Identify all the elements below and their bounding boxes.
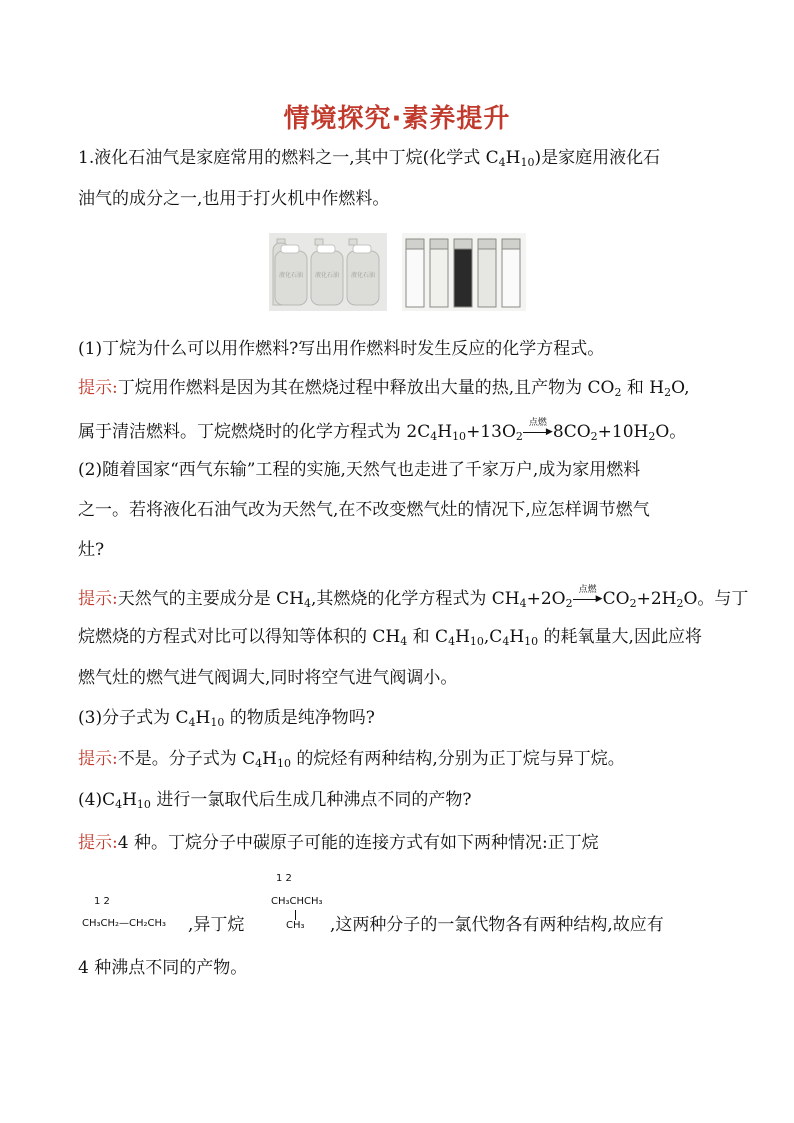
- isobutane-bond: [295, 910, 296, 920]
- question-2-line-1: (2)随着国家“西气东输”工程的实施,天然气也走进了千家万户,成为家用燃料: [78, 460, 641, 480]
- hint-2-line-3: 燃气灶的燃气进气阀调大,同时将空气进气阀调小。: [78, 668, 458, 688]
- hint-1-line-1: 提示:丁烷用作燃料是因为其在燃烧过程中释放出大量的热,且产物为 $CO_2$ 和 $H_2O$,: [78, 378, 690, 399]
- hint-4-line-2: ,这两种分子的一氯代物各有两种结构,故应有: [330, 915, 664, 935]
- hint-label: 提示:: [78, 833, 118, 853]
- svg-text:液化石油: 液化石油: [315, 272, 340, 279]
- question-2-line-2: 之一。若将液化石油气改为天然气,在不改变燃气灶的情况下,应怎样调节燃气: [78, 500, 650, 520]
- svg-text:液化石油: 液化石油: [351, 272, 376, 279]
- gas-cylinders-photo: [269, 233, 387, 311]
- hint-3: 提示:不是。分子式为 $C_4H_{10}$ 的烷烃有两种结构,分别为正丁烷与异丁烷。: [78, 749, 625, 770]
- n-butane-formula: CH₃CH₂—CH₂CH₃: [82, 918, 167, 929]
- hint-4-line-3: 4 种沸点不同的产物。: [78, 958, 248, 978]
- question-1: (1)丁烷为什么可以用作燃料?写出用作燃料时发生反应的化学方程式。: [78, 339, 605, 359]
- reaction-arrow: 点燃 ▶: [523, 420, 553, 444]
- hint-2-line-2: 烷燃烧的方程式对比可以得知等体积的 $CH_4$ 和 $C_4H_{10},C_4H_{10}$ 的耗氧量大,因此应将: [78, 627, 702, 648]
- intro-line-2: 油气的成分之一,也用于打火机中作燃料。: [78, 189, 390, 209]
- hint-label: 提示:: [78, 749, 118, 769]
- page-title: 情境探究·素养提升: [283, 104, 511, 134]
- svg-text:液化石油: 液化石油: [279, 272, 304, 279]
- isobutane-carbon-numbers: 1 2: [276, 873, 292, 884]
- lighters-photo: [402, 233, 526, 311]
- hint-label: 提示:: [78, 589, 118, 609]
- intro-line-1: 1.液化石油气是家庭常用的燃料之一,其中丁烷(化学式 $C_4H_{10}$)是家庭用液化石: [78, 148, 661, 169]
- n-butane-carbon-numbers: 1 2: [94, 896, 110, 907]
- isobutane-label: ,异丁烷: [188, 915, 245, 935]
- reaction-arrow: 点燃 ▶: [573, 587, 603, 611]
- hint-4-line-1: 提示:4 种。丁烷分子中碳原子可能的连接方式有如下两种情况:正丁烷: [78, 833, 599, 853]
- question-3: (3)分子式为 $C_4H_{10}$ 的物质是纯净物吗?: [78, 708, 375, 729]
- hint-1-line-2: 属于清洁燃料。丁烷燃烧时的化学方程式为 $2C_4H_{10}+13O_2$ 点燃 ▶ $8CO_2+10H_2O$。: [78, 418, 687, 443]
- hint-2-line-1: 提示:天然气的主要成分是 $CH_4$,其燃烧的化学方程式为 $CH_4+2O_2$ 点燃 ▶ $CO_2+2H_2O$。与丁: [78, 585, 749, 610]
- question-4: $(4)C_4H_{10}$ 进行一氯取代后生成几种沸点不同的产物?: [78, 790, 472, 811]
- hint-label: 提示:: [78, 378, 118, 398]
- isobutane-formula-bottom: CH₃: [286, 920, 305, 931]
- question-2-line-3: 灶?: [78, 540, 105, 560]
- isobutane-formula-top: CH₃CHCH₃: [271, 896, 323, 907]
